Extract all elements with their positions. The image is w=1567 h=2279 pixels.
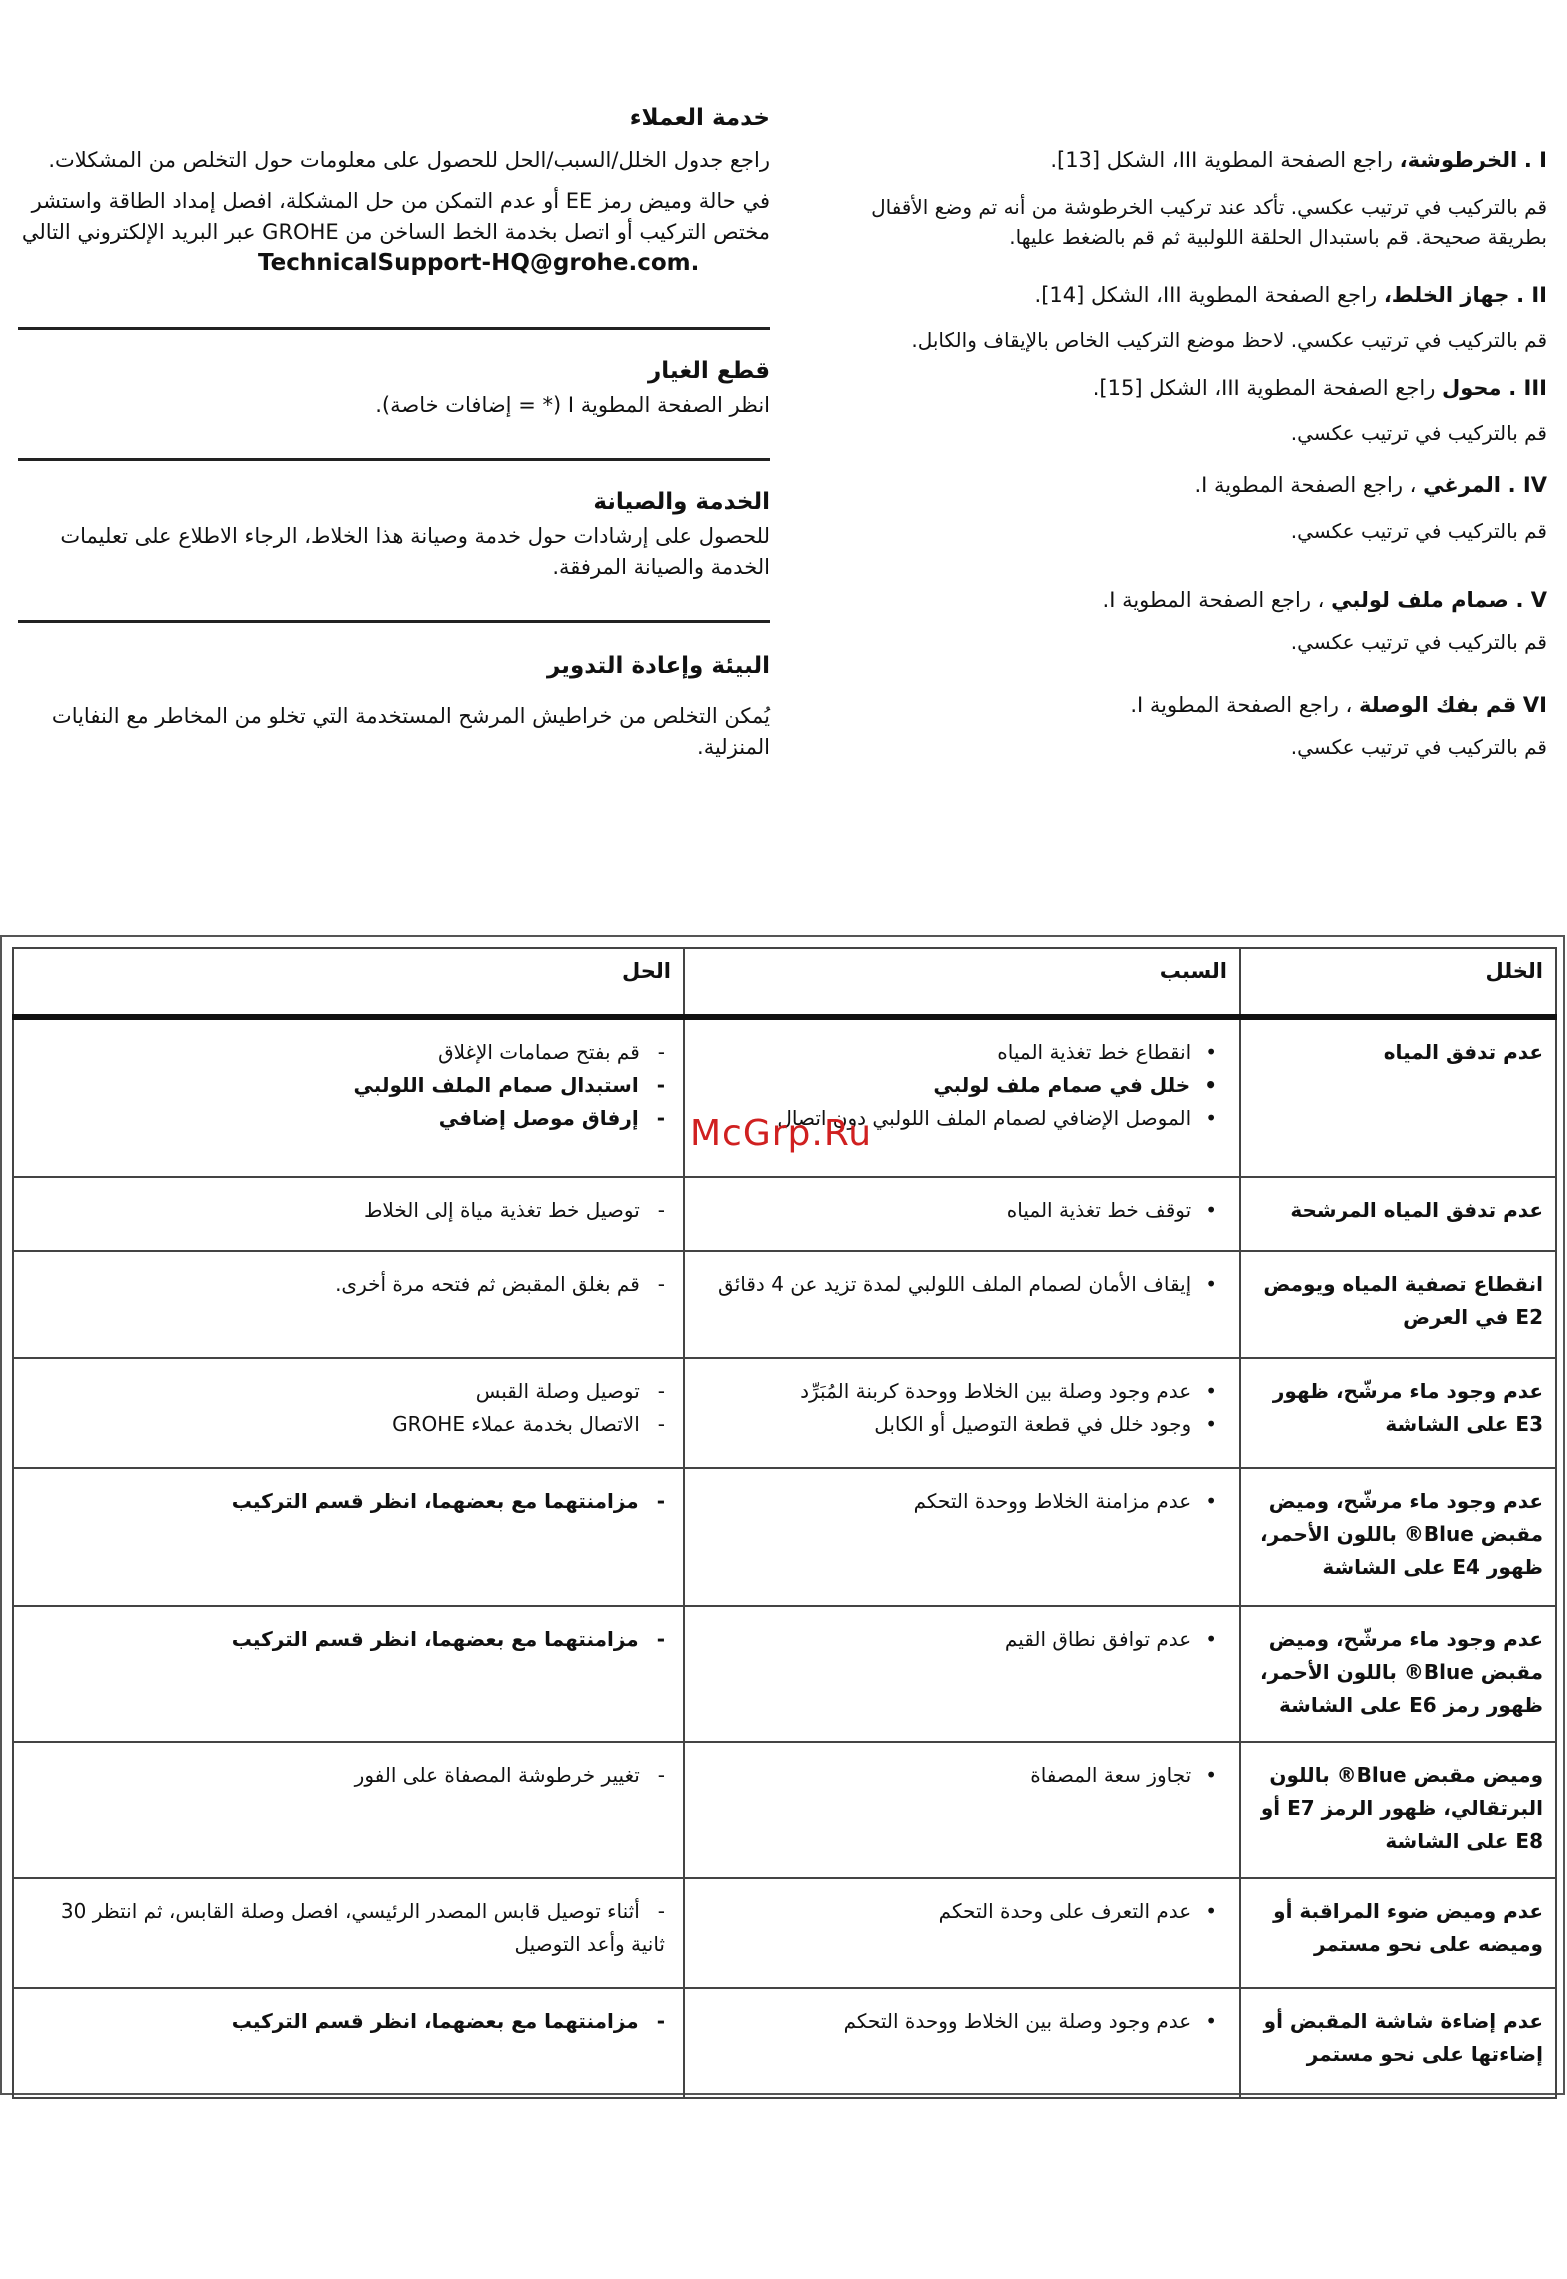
- solution-item: - قم بغلق المقبض ثم فتحه مرة أخرى.: [26, 1268, 671, 1301]
- customer-service-title: خدمة العملاء: [629, 105, 770, 131]
- table-row: [13, 1468, 1556, 1606]
- cause-cell: [684, 1251, 1240, 1358]
- solution-item: - تغيير خرطوشة المصفاة على الفور: [26, 1759, 671, 1792]
- step-3-heading: [820, 373, 1547, 403]
- table-row: [13, 1988, 1556, 2098]
- step-2-body: قم بالتركيب في ترتيب عكسي. لاحظ موضع التركيب الخاص بالإيقاف والكابل.: [911, 328, 1547, 352]
- table-row: [13, 1606, 1556, 1742]
- fault-cell: انقطاع تصفية المياه ويومض E2 في العرض: [1240, 1251, 1556, 1358]
- header-fault: الخلل: [1240, 948, 1556, 1017]
- step-2-heading: [820, 280, 1547, 310]
- cause-cell: [684, 1988, 1240, 2098]
- table-row: [13, 1358, 1556, 1468]
- spare-parts-title: قطع الغيار: [648, 358, 770, 384]
- cause-cell: [684, 1606, 1240, 1742]
- step-number: III .: [1508, 376, 1547, 400]
- customer-service-section: [18, 105, 770, 279]
- cause-cell: [684, 1878, 1240, 1988]
- fault-cell: عدم وجود ماء مرشّح، وميض مقبض Blue® باللون الأحمر، ظهور رمز E6 على الشاشة: [1240, 1606, 1556, 1742]
- step-6-heading: [820, 690, 1547, 720]
- fault-cell: عدم تدفق المياه: [1240, 1017, 1556, 1177]
- cause-cell: [684, 1177, 1240, 1251]
- step-ref: ، راجع الصفحة المطوية I.: [1194, 473, 1417, 497]
- fault-cell: وميض مقبض Blue® باللون البرتقالي، ظهور الرمز E7 أو E8 على الشاشة: [1240, 1742, 1556, 1878]
- step-ref: ، راجع الصفحة المطوية I.: [1102, 588, 1325, 612]
- customer-service-p1: راجع جدول الخلل/السبب/الحل للحصول على معلومات حول التخلص من المشكلات.: [48, 148, 770, 172]
- maintenance-section: [18, 489, 770, 583]
- step-4-heading: [820, 470, 1547, 500]
- step-number: I .: [1523, 148, 1547, 172]
- troubleshooting-table-frame: [0, 935, 1565, 2095]
- cause-item: • عدم وجود وصلة بين الخلاط ووحدة التحكم: [697, 2005, 1227, 2038]
- watermark: McGrp.Ru: [690, 1113, 873, 1154]
- step-6-body: قم بالتركيب في ترتيب عكسي.: [1290, 735, 1547, 759]
- cause-item: • عدم التعرف على وحدة التحكم: [697, 1895, 1227, 1928]
- table-row: [13, 1878, 1556, 1988]
- step-number: V .: [1515, 588, 1547, 612]
- cause-item: • الموصل الإضافي لصمام الملف اللولبي دون اتصال: [697, 1102, 1227, 1135]
- spare-parts-section: [18, 358, 770, 421]
- environment-title: البيئة وإعادة التدوير: [547, 653, 770, 679]
- cause-item: • توقف خط تغذية المياه: [697, 1194, 1227, 1227]
- section-divider: [18, 327, 770, 330]
- solution-cell: [13, 1251, 684, 1358]
- table-row: [13, 1742, 1556, 1878]
- solution-cell: [13, 1878, 684, 1988]
- step-number: IV .: [1507, 473, 1547, 497]
- table-header-row: [13, 948, 1556, 1017]
- step-number: VI: [1522, 693, 1547, 717]
- solution-cell: [13, 1358, 684, 1468]
- step-1-body: قم بالتركيب في ترتيب عكسي. تأكد عند تركيب الخرطوشة من أنه تم وضع الأقفال بطريقة صحيحة. قم باستبدال الحلقة اللولبية ثم قم بالضغط عليها.: [871, 195, 1547, 249]
- header-solution: الحل: [13, 948, 684, 1017]
- section-divider: [18, 458, 770, 461]
- step-number: II .: [1516, 283, 1547, 307]
- solution-item: - قم بفتح صمامات الإغلاق: [26, 1036, 671, 1069]
- cause-cell: [684, 1468, 1240, 1606]
- solution-cell: [13, 1988, 684, 2098]
- step-4-body: قم بالتركيب في ترتيب عكسي.: [1290, 519, 1547, 543]
- step-ref: ، راجع الصفحة المطوية I.: [1130, 693, 1353, 717]
- maintenance-p1: للحصول على إرشادات حول خدمة وصيانة هذا الخلاط، الرجاء الاطلاع على تعليمات الخدمة والصيانة المرفقة.: [60, 524, 770, 579]
- cause-cell: [684, 1358, 1240, 1468]
- table-row: [13, 1177, 1556, 1251]
- solution-item: - الاتصال بخدمة عملاء GROHE: [26, 1408, 671, 1441]
- solution-item: - مزامنتهما مع بعضهما، انظر قسم التركيب: [26, 2005, 671, 2038]
- step-3-body: قم بالتركيب في ترتيب عكسي.: [1290, 421, 1547, 445]
- environment-section: [18, 653, 770, 763]
- solution-item: - استبدال صمام الملف اللولبي: [26, 1069, 671, 1102]
- step-name: جهاز الخلط،: [1383, 283, 1510, 307]
- solution-item: - مزامنتهما مع بعضهما، انظر قسم التركيب: [26, 1485, 671, 1518]
- fault-cell: عدم وجود ماء مرشّح، ظهور E3 على الشاشة: [1240, 1358, 1556, 1468]
- cause-item: • انقطاع خط تغذية المياه: [697, 1036, 1227, 1069]
- solution-item: - توصيل وصلة القبس: [26, 1375, 671, 1408]
- maintenance-title: الخدمة والصيانة: [593, 489, 770, 515]
- cause-item: • تجاوز سعة المصفاة: [697, 1759, 1227, 1792]
- step-5-body: قم بالتركيب في ترتيب عكسي.: [1290, 630, 1547, 654]
- step-ref: راجع الصفحة المطوية III، الشكل [15].: [1092, 376, 1436, 400]
- fault-cell: عدم وميض ضوء المراقبة أو وميضه على نحو مستمر: [1240, 1878, 1556, 1988]
- solution-item: - إرفاق موصل إضافي: [26, 1102, 671, 1135]
- step-name: المرغي: [1423, 473, 1501, 497]
- header-cause: السبب: [684, 948, 1240, 1017]
- solution-cell: [13, 1017, 684, 1177]
- step-name: قم بفك الوصلة: [1358, 693, 1517, 717]
- solution-cell: [13, 1177, 684, 1251]
- cause-item: • خلل في صمام ملف لولبي: [697, 1069, 1227, 1102]
- solution-cell: [13, 1606, 684, 1742]
- solution-item: - أثناء توصيل قابس المصدر الرئيسي، افصل وصلة القابس، ثم انتظر 30 ثانية وأعد التوصيل: [26, 1895, 671, 1961]
- cause-cell: [684, 1742, 1240, 1878]
- fault-cell: عدم وجود ماء مرشّح، وميض مقبض Blue® باللون الأحمر، ظهور E4 على الشاشة: [1240, 1468, 1556, 1606]
- fault-cell: عدم تدفق المياه المرشحة: [1240, 1177, 1556, 1251]
- step-name: محول: [1442, 376, 1502, 400]
- cause-item: • وجود خلل في قطعة التوصيل أو الكابل: [697, 1408, 1227, 1441]
- cause-item: • إيقاف الأمان لصمام الملف اللولبي لمدة تزيد عن 4 دقائق: [697, 1268, 1227, 1301]
- step-name: صمام ملف لولبي: [1331, 588, 1509, 612]
- support-email-link[interactable]: TechnicalSupport-HQ@grohe.com.: [258, 250, 700, 276]
- environment-p1: يُمكن التخلص من خراطيش المرشح المستخدمة التي تخلو من المخاطر مع النفايات المنزلية.: [51, 704, 770, 759]
- solution-item: - مزامنتهما مع بعضهما، انظر قسم التركيب: [26, 1623, 671, 1656]
- spare-parts-p1: انظر الصفحة المطوية I (* = إضافات خاصة).: [375, 393, 770, 417]
- customer-service-p2: في حالة وميض رمز EE أو عدم التمكن من حل المشكلة، افصل إمداد الطاقة واستشر مختص التركيب أو اتصل بخدمة الخط الساخن من GROHE عبر البريد الإلكتروني التالي: [21, 189, 770, 244]
- solution-cell: [13, 1468, 684, 1606]
- section-divider: [18, 620, 770, 623]
- steps-column: [820, 0, 1567, 800]
- cause-item: • عدم مزامنة الخلاط ووحدة التحكم: [697, 1485, 1227, 1518]
- cause-item: • عدم وجود وصلة بين الخلاط ووحدة كربنة المُبَرِّد: [697, 1375, 1227, 1408]
- step-ref: راجع الصفحة المطوية III، الشكل [13].: [1050, 148, 1393, 172]
- step-name: الخرطوشة،: [1399, 148, 1518, 172]
- step-5-heading: [820, 585, 1547, 615]
- cause-item: • عدم توافق نطاق القيم: [697, 1623, 1227, 1656]
- solution-cell: [13, 1742, 684, 1878]
- fault-cell: عدم إضاءة شاشة المقبض أو إضاءتها على نحو مستمر: [1240, 1988, 1556, 2098]
- step-ref: راجع الصفحة المطوية III، الشكل [14].: [1034, 283, 1378, 307]
- table-row: [13, 1251, 1556, 1358]
- solution-item: - توصيل خط تغذية مياة إلى الخلاط: [26, 1194, 671, 1227]
- step-1-heading: [820, 145, 1547, 175]
